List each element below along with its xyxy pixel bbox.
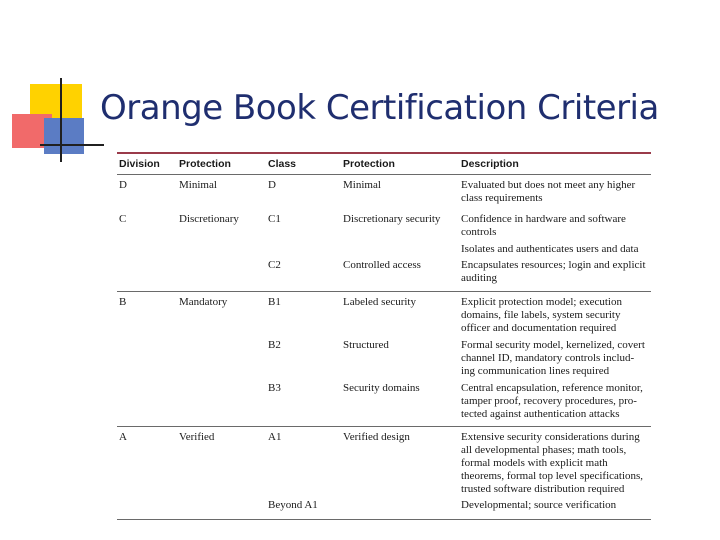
table-row bbox=[117, 259, 651, 291]
protection-cell: Discretionary bbox=[179, 213, 239, 225]
table-bottom-rule bbox=[117, 519, 651, 520]
header-class-protection: Protection bbox=[343, 158, 395, 170]
class-protection-cell: Verified design bbox=[343, 431, 410, 443]
class-protection-cell: Structured bbox=[343, 339, 389, 351]
header-protection: Protection bbox=[179, 158, 231, 170]
class-cell: B1 bbox=[268, 296, 281, 308]
class-cell: D bbox=[268, 179, 276, 191]
class-cell: Beyond A1 bbox=[268, 499, 318, 511]
section-rule bbox=[117, 426, 651, 427]
class-protection-cell: Labeled security bbox=[343, 296, 416, 308]
description-cell: Encapsulates resources; login and explicit auditing bbox=[461, 259, 646, 284]
table-row bbox=[117, 296, 651, 339]
criteria-table bbox=[117, 152, 651, 520]
class-cell: A1 bbox=[268, 431, 282, 443]
table-row bbox=[117, 179, 651, 213]
decor-vertical-line bbox=[60, 78, 62, 162]
table-row bbox=[117, 382, 651, 426]
protection-cell: Minimal bbox=[179, 179, 217, 191]
table-row bbox=[117, 243, 651, 259]
decor-horizontal-line bbox=[40, 144, 104, 146]
class-protection-cell: Minimal bbox=[343, 179, 381, 191]
header-description: Description bbox=[461, 158, 519, 170]
section-rule bbox=[117, 291, 651, 292]
slide-title: Orange Book Certification Criteria bbox=[100, 88, 659, 128]
class-cell: C2 bbox=[268, 259, 281, 271]
header-division: Division bbox=[119, 158, 160, 170]
class-protection-cell: Controlled access bbox=[343, 259, 421, 271]
description-cell: Extensive security considerations during all developmental phases; math tools, formal models with explicit math theorems, formal top level specifications, trusted software distribution required bbox=[461, 431, 644, 495]
division-cell: D bbox=[119, 179, 127, 191]
description-cell: Evaluated but does not meet any higher class requirements bbox=[461, 179, 636, 204]
class-cell: B3 bbox=[268, 382, 281, 394]
division-cell: A bbox=[119, 431, 127, 443]
class-protection-cell: Security domains bbox=[343, 382, 420, 394]
table-header bbox=[117, 154, 651, 174]
description-cell: Central encapsulation, reference monitor, tamper proof, recovery procedures, pro- tected against authentication attacks bbox=[461, 382, 643, 420]
decor-blue-square bbox=[44, 118, 84, 154]
description-cell: Formal security model, kernelized, covert channel ID, mandatory controls includ- ing communication lines required bbox=[461, 339, 645, 377]
class-cell: B2 bbox=[268, 339, 281, 351]
description-cell: Isolates and authenticates users and data bbox=[461, 243, 639, 255]
table-row bbox=[117, 431, 651, 499]
header-rule bbox=[117, 174, 651, 175]
table-row bbox=[117, 213, 651, 243]
class-cell: C1 bbox=[268, 213, 281, 225]
protection-cell: Verified bbox=[179, 431, 215, 443]
class-protection-cell: Discretionary security bbox=[343, 213, 441, 225]
description-cell: Confidence in hardware and software controls bbox=[461, 213, 626, 238]
description-cell: Developmental; source verification bbox=[461, 499, 617, 511]
division-cell: C bbox=[119, 213, 127, 225]
description-cell: Explicit protection model; execution domains, file labels, system security officer and documentation required bbox=[461, 296, 622, 334]
header-class: Class bbox=[268, 158, 297, 170]
table-row bbox=[117, 339, 651, 382]
table-row bbox=[117, 499, 651, 513]
protection-cell: Mandatory bbox=[179, 296, 228, 308]
division-cell: B bbox=[119, 296, 127, 308]
